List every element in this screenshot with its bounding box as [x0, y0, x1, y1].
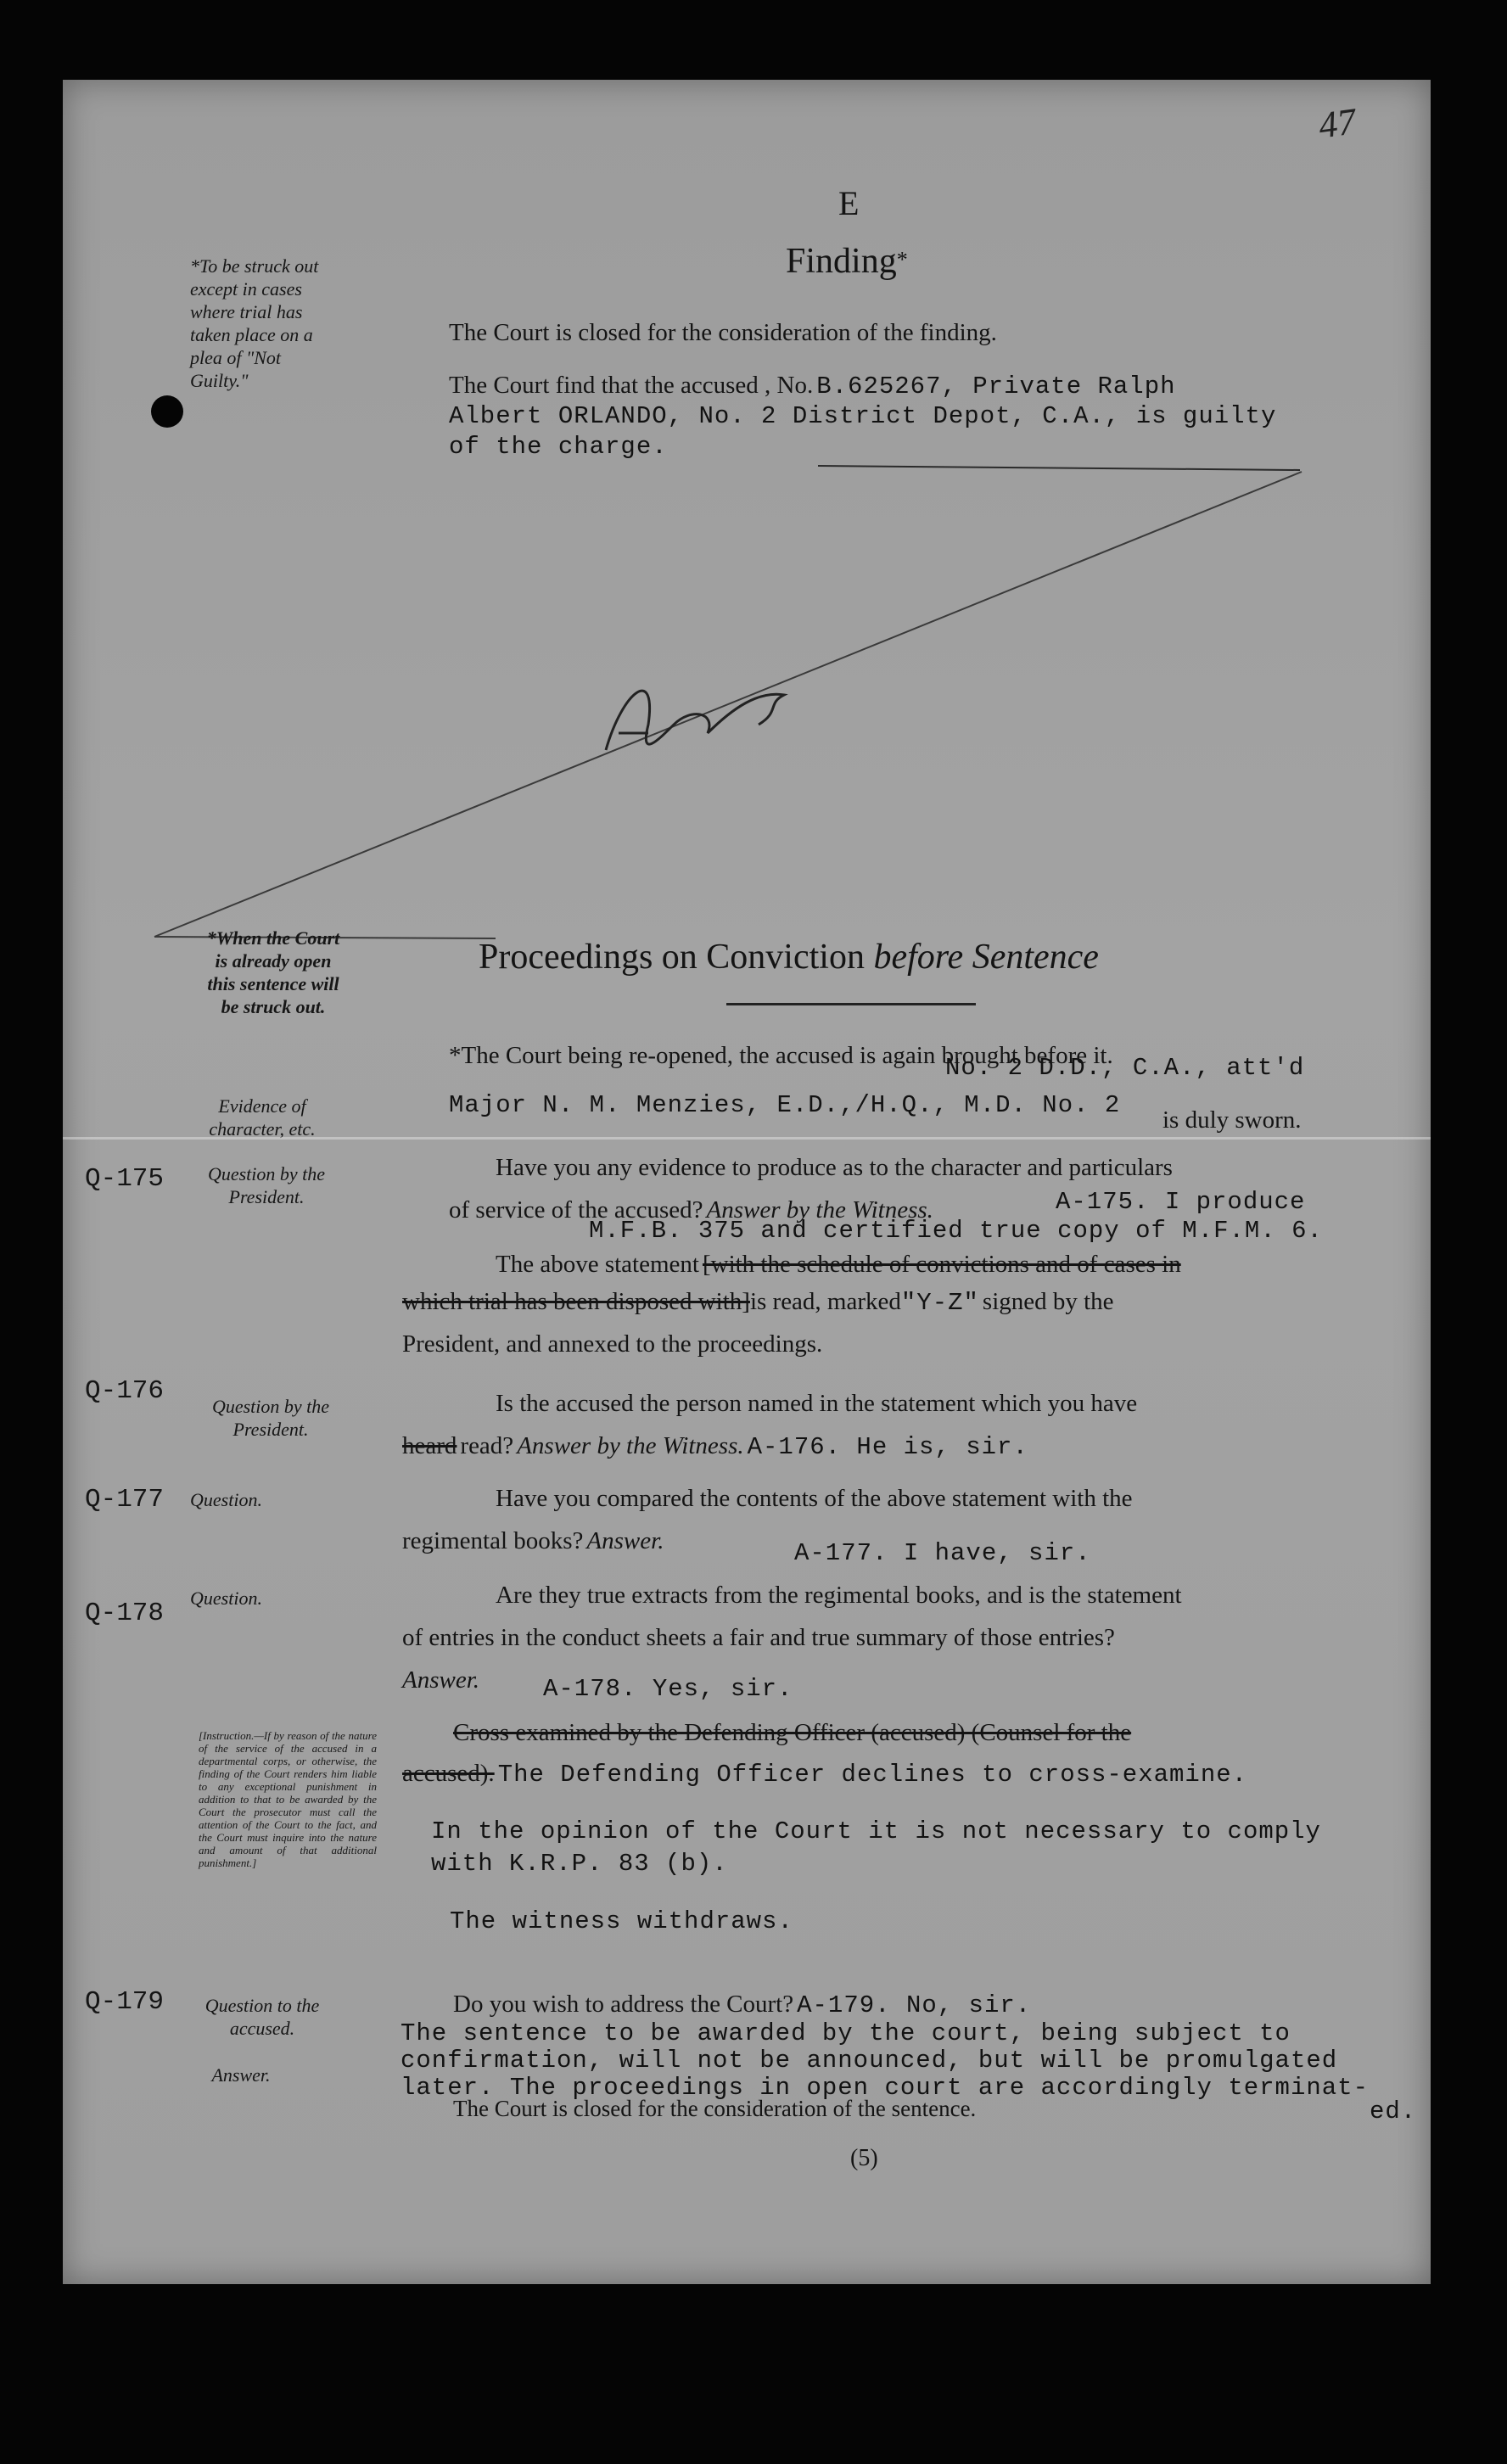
finding-side-note: *To be struck out except in cases where trial has taken place on a plea of "Not Guilty."	[190, 255, 319, 391]
question-line-2: regimental books? Answer.	[402, 1527, 664, 1554]
conviction-title-underline	[726, 1003, 976, 1005]
question-number: Q-175	[85, 1164, 165, 1194]
sentence-line-2: confirmation, will not be announced, but will be promulgated	[401, 2047, 1338, 2075]
open-court-side-note: *When the Court is already open this sentence will be struck out.	[206, 927, 340, 1017]
finding-line-1: The Court find that the accused , No. B.625267, Private Ralph	[449, 372, 1176, 400]
answer-typed-2: M.F.B. 375 and certified true copy of M.F.M. 6.	[589, 1217, 1323, 1245]
opinion-line-2: with K.R.P. 83 (b).	[431, 1850, 728, 1878]
statement-line-2: which trial has been disposed with]is read, marked"Y-Z" signed by the	[402, 1288, 1114, 1317]
witness-withdraws: The witness withdraws.	[450, 1907, 793, 1935]
cross-examined-struck: Cross examined by the Defending Officer (accused) (Counsel for the	[453, 1719, 1132, 1746]
question-side-label: Question.	[190, 1588, 262, 1609]
duly-sworn: is duly sworn.	[1162, 1106, 1302, 1134]
paper-fold	[63, 1137, 1431, 1140]
conviction-title: Proceedings on Conviction before Sentence	[479, 938, 1099, 977]
footer-page-number: (5)	[850, 2145, 878, 2171]
question-line: Is the accused the person named in the statement which you have	[496, 1390, 1138, 1417]
answer-typed: A-178. Yes, sir.	[543, 1675, 793, 1703]
witness-unit-typed: No. 2 D.D., C.A., att'd	[945, 1054, 1305, 1082]
finding-line-2: Albert ORLANDO, No. 2 District Depot, C.A., is guilty	[449, 402, 1277, 430]
final-question-line: Do you wish to address the Court? A-179. No, sir.	[453, 1991, 1032, 2019]
question-line-2: of entries in the conduct sheets a fair and true summary of those entries?	[402, 1624, 1115, 1651]
sentence-line-3b: ed.	[1370, 2097, 1417, 2125]
finding-title: Finding*	[786, 242, 908, 281]
answer-typed: A-177. I have, sir.	[794, 1539, 1091, 1567]
diagonal-strike-line	[63, 80, 1431, 1013]
question-number: Q-177	[85, 1485, 165, 1515]
answer-line: Answer.	[402, 1666, 480, 1694]
question-side-label: Question.	[190, 1489, 262, 1510]
statement-line-3: President, and annexed to the proceedings.	[402, 1330, 823, 1358]
question-side-label: Question to the accused.	[204, 1995, 320, 2039]
answer-side-label: Answer.	[211, 2064, 271, 2086]
question-line: Have you compared the contents of the above statement with the	[496, 1485, 1133, 1512]
document-page	[63, 80, 1431, 2284]
handwritten-page-number: 47	[1315, 100, 1359, 147]
sentence-closed-line: The Court is closed for the consideration of the sentence.	[453, 2096, 977, 2121]
evidence-side-note: Evidence of character, etc.	[209, 1095, 316, 1140]
sentence-line-1: The sentence to be awarded by the court, being subject to	[401, 2019, 1291, 2047]
answer-typed: A-175. I produce	[1056, 1188, 1306, 1216]
opinion-line-1: In the opinion of the Court it is not necessary to comply	[431, 1817, 1321, 1845]
reopened-line: *The Court being re-opened, the accused is again brought before it.	[449, 1042, 1113, 1069]
handwritten-initials	[606, 691, 784, 750]
question-line: Are they true extracts from the regimental books, and is the statement	[496, 1582, 1182, 1609]
question-line-2: heard read? Answer by the Witness. A-176. He is, sir.	[402, 1432, 1028, 1461]
question-number: Q-179	[85, 1987, 165, 2017]
section-letter: E	[838, 184, 860, 222]
question-line: Have you any evidence to produce as to the character and particulars	[496, 1154, 1173, 1181]
sentence-line-3: later. The proceedings in open court are accordingly terminat-	[401, 2074, 1369, 2102]
question-side-label: Question by the President.	[207, 1163, 326, 1207]
statement-line-1: The above statement [with the schedule of convictions and of cases in	[496, 1251, 1181, 1278]
question-number: Q-178	[85, 1599, 165, 1628]
question-side-label: Question by the President.	[211, 1396, 330, 1440]
finding-line-3: of the charge.	[449, 433, 668, 461]
question-line-2: of service of the accused? Answer by the Witness.	[449, 1196, 933, 1224]
instruction-side-note: [Instruction.—If by reason of the nature of the service of the accused in a departmental corps, or otherwise, the finding of the Court renders him liable to any exceptional punishment in addition to that to be awarded by the Court the prosecutor must call the attention of the Court to the fact, and the Court must inquire into the nature and amount of that additional punishment.]	[199, 1729, 377, 1869]
witness-name-typed: Major N. M. Menzies, E.D.,/H.Q., M.D. No. 2	[449, 1091, 1121, 1119]
finding-closed-line: The Court is closed for the consideration of the finding.	[449, 319, 997, 346]
cross-line-2: accused). The Defending Officer declines to cross-examine.	[402, 1760, 1248, 1789]
question-number: Q-176	[85, 1376, 165, 1406]
